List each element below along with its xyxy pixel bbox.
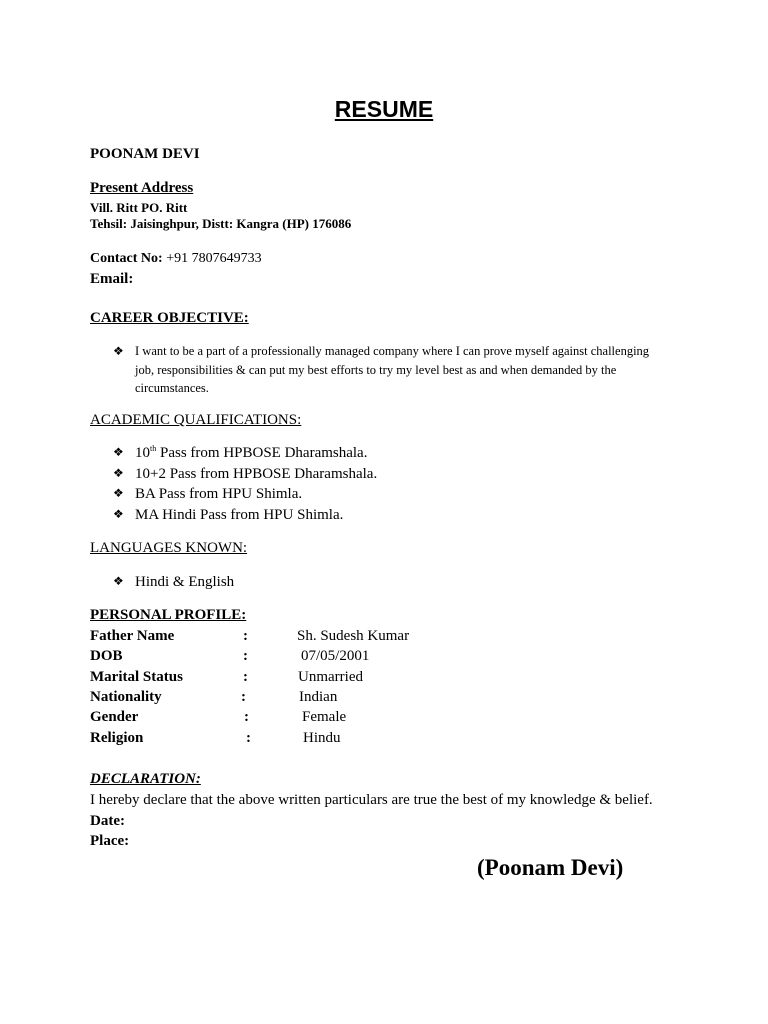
bullet-icon: ❖ xyxy=(113,344,124,358)
profile-label-dob: DOB xyxy=(90,648,123,664)
academic-item-2: BA Pass from HPU Shimla. xyxy=(135,486,303,502)
candidate-name: POONAM DEVI xyxy=(90,146,200,162)
declaration-text: I hereby declare that the above written particulars are true the best of my knowledge & belief. xyxy=(90,792,653,808)
email-label: Email: xyxy=(90,271,134,287)
profile-label-gender: Gender xyxy=(90,709,139,725)
profile-value-marital-status: Unmarried xyxy=(298,669,363,685)
profile-label-father-name: Father Name xyxy=(90,628,175,644)
contact-line xyxy=(90,251,262,267)
profile-separator: : xyxy=(243,628,248,644)
date-label: Date: xyxy=(90,813,125,829)
career-objective-heading: CAREER OBJECTIVE: xyxy=(90,310,249,326)
profile-label-religion: Religion xyxy=(90,730,144,746)
profile-label-nationality: Nationality xyxy=(90,689,162,705)
language-item-0: Hindi & English xyxy=(135,574,235,590)
academic-item-0: 10th Pass from HPBOSE Dharamshala. xyxy=(135,444,368,461)
profile-separator: : xyxy=(241,689,246,705)
declaration-heading: DECLARATION: xyxy=(90,771,201,787)
bullet-icon: ❖ xyxy=(113,574,124,588)
bullet-icon: ❖ xyxy=(113,507,124,521)
place-label: Place: xyxy=(90,833,130,849)
career-objective-text: I want to be a part of a professionally managed company where I can prove myself against challenging job, responsibilities & can put my best efforts to try my level best as and when demanded by the circumstances. xyxy=(135,344,650,395)
signature-name: (Poonam Devi) xyxy=(477,855,624,880)
present-address-heading: Present Address xyxy=(90,180,194,196)
profile-separator: : xyxy=(244,709,249,725)
address-line-2: Tehsil: Jaisinghpur, Distt: Kangra (HP) 176086 xyxy=(90,216,352,231)
academic-item-3: MA Hindi Pass from HPU Shimla. xyxy=(135,507,344,523)
address-line-1: Vill. Ritt PO. Ritt xyxy=(90,200,188,215)
bullet-icon: ❖ xyxy=(113,486,124,500)
profile-separator: : xyxy=(243,648,248,664)
contact-value: +91 7807649733 xyxy=(166,251,262,266)
profile-value-father-name: Sh. Sudesh Kumar xyxy=(297,628,410,644)
profile-value-gender: Female xyxy=(302,709,347,725)
profile-label-marital-status: Marital Status xyxy=(90,669,183,685)
page-title: RESUME xyxy=(334,96,434,122)
languages-heading: LANGUAGES KNOWN: xyxy=(90,540,248,556)
bullet-icon: ❖ xyxy=(113,445,124,459)
academic-heading: ACADEMIC QUALIFICATIONS: xyxy=(90,412,302,428)
profile-value-nationality: Indian xyxy=(299,689,338,705)
profile-value-religion: Hindu xyxy=(303,730,341,746)
profile-separator: : xyxy=(243,669,248,685)
personal-profile-heading: PERSONAL PROFILE: xyxy=(90,607,247,623)
profile-value-dob: 07/05/2001 xyxy=(301,648,370,664)
bullet-icon: ❖ xyxy=(113,466,124,480)
profile-separator: : xyxy=(246,730,251,746)
academic-item-1: 10+2 Pass from HPBOSE Dharamshala. xyxy=(135,466,378,482)
contact-label: Contact No: xyxy=(90,251,163,266)
